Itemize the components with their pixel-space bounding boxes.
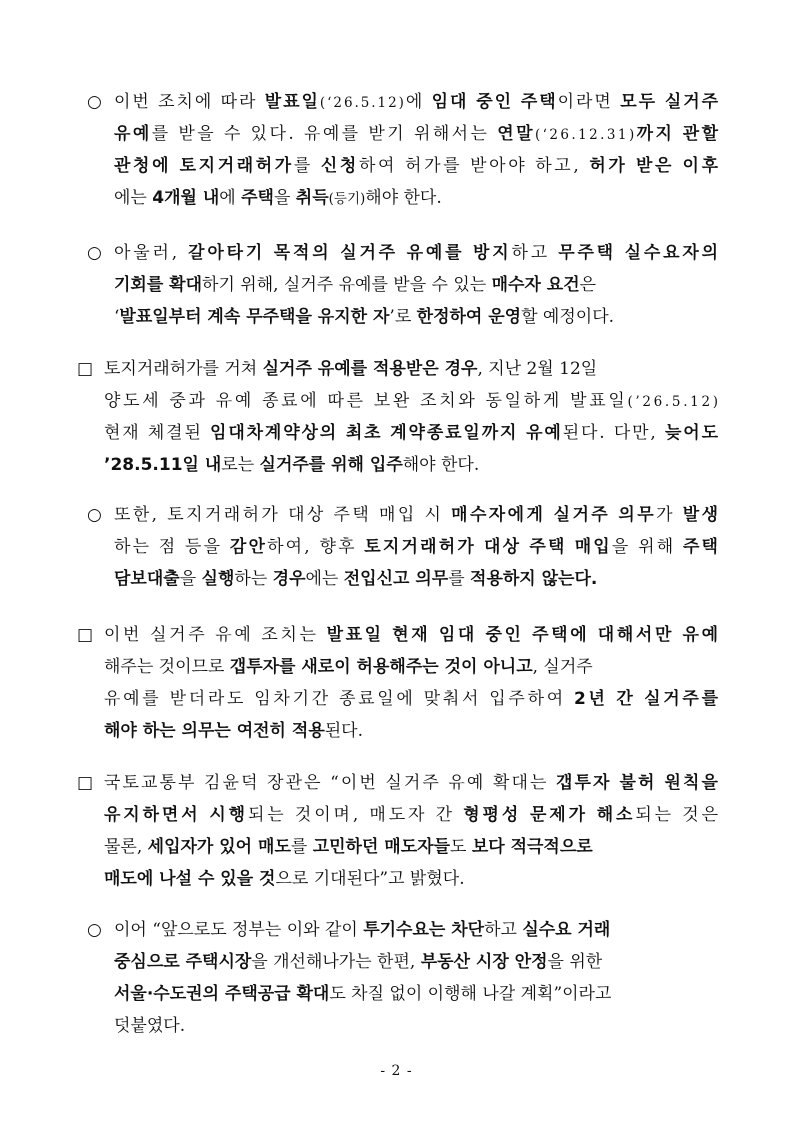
square-bullet: □ [77,773,94,793]
text-line: 이번 조치에 따라 발표일(‘26.5.12)에 임대 중인 주택이라면 모두 실거주 [114,92,720,112]
text-line: 또한, 토지거래허가 대상 주택 매입 시 매수자에게 실거주 의무가 발생 [114,505,721,525]
text-line: 중심으로 주택시장을 개선해나가는 한편, 부동산 시장 안정을 위한 [114,952,603,972]
text-line: 현재 체결된 임대차계약상의 최초 계약종료일까지 유예된다. 다만, 늦어도 [104,423,720,443]
square-bullet: □ [77,359,94,379]
text-line: 해야 하는 의무는 여전히 적용된다. [104,721,363,741]
text-line: 해주는 것이므로 갭투자를 새로이 허용해주는 것이 아니고, 실거주 [104,657,593,677]
text-line: 물론, 세입자가 있어 매도를 고민하던 매도자들도 보다 적극적으로 [104,837,593,857]
text-line: 이번 실거주 유예 조치는 발표일 현재 임대 중인 주택에 대해서만 유예 [104,625,721,645]
text-line: 토지거래허가를 거쳐 실거주 유예를 적용받은 경우, 지난 2월 12일 [104,359,598,379]
text-line: 에는 4개월 내에 주택을 취득(등기)해야 한다. [114,188,442,208]
circle-bullet: ○ [87,243,102,263]
text-line: 유예를 받더라도 임차기간 종료일에 맞춰서 입주하여 2년 간 실거주를 [104,689,721,709]
text-line: ‘발표일부터 계속 무주택을 유지한 자’로 한정하여 운영할 예정이다. [114,307,615,327]
square-bullet: □ [77,625,94,645]
text-line: 아울러, 갈아타기 목적의 실거주 유예를 방지하고 무주택 실수요자의 [114,243,721,263]
circle-bullet: ○ [87,505,102,525]
text-line: 유지하면서 시행되는 것이며, 매도자 간 형평성 문제가 해소되는 것은 [104,805,721,825]
page-number: - 2 - [380,1063,413,1079]
text-line: 하는 점 등을 감안하여, 향후 토지거래허가 대상 주택 매입을 위해 주택 [114,537,721,557]
text-line: ’28.5.11일 내로는 실거주를 위해 입주해야 한다. [104,455,480,475]
text-line: 이어 “앞으로도 정부는 이와 같이 투기수요는 차단하고 실수요 거래 [114,920,611,940]
text-line: 덧붙였다. [114,1016,186,1036]
circle-bullet: ○ [87,92,102,112]
text-line: 서울·수도권의 주택공급 확대도 차질 없이 이행해 나갈 계획”이라고 [114,984,612,1004]
text-line: 국토교통부 김윤덕 장관은 “이번 실거주 유예 확대는 갭투자 불허 원칙을 [104,773,721,793]
text-line: 담보대출을 실행하는 경우에는 전입신고 의무를 적용하지 않는다. [114,569,598,589]
text-line: 매도에 나설 수 있을 것으로 기대된다”고 밝혔다. [104,869,465,889]
text-line: 기회를 확대하기 위해, 실거주 유예를 받을 수 있는 매수자 요건은 [114,275,597,295]
text-line: 관청에 토지거래허가를 신청하여 허가를 받아야 하고, 허가 받은 이후 [114,156,721,176]
text-line: 양도세 중과 유예 종료에 따른 보완 조치와 동일하게 발표일(’26.5.12) [104,391,721,411]
text-line: 유예를 받을 수 있다. 유예를 받기 위해서는 연말(‘26.12.31)까지 관할 [114,124,721,144]
circle-bullet: ○ [87,920,102,940]
